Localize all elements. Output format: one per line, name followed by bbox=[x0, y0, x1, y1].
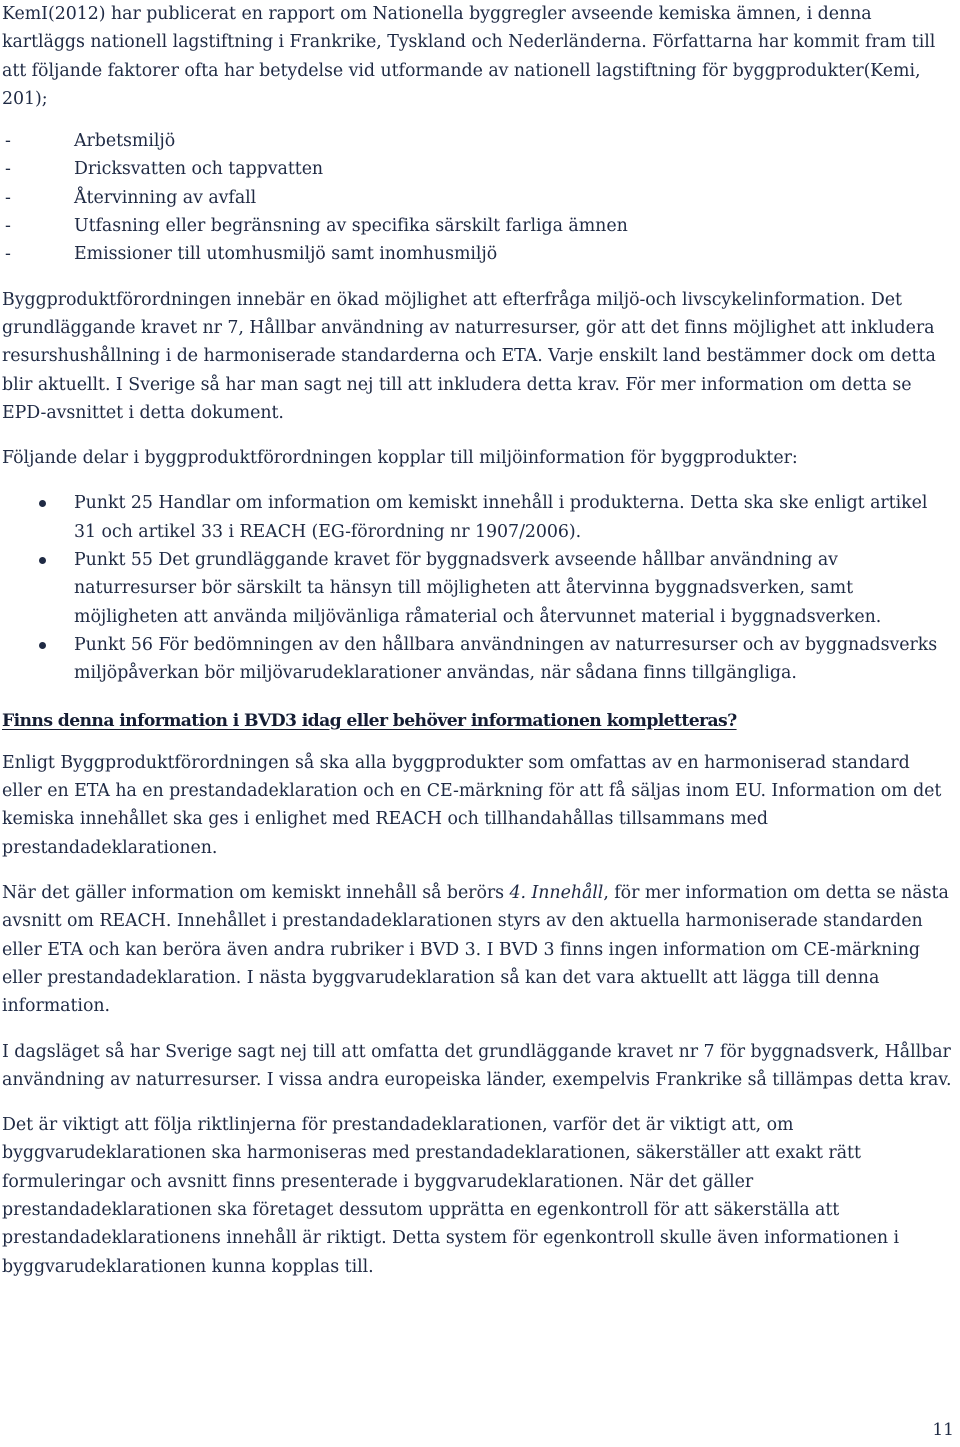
dash-marker: - bbox=[5, 131, 11, 152]
factor-list bbox=[2, 127, 954, 268]
bullet-dot-icon bbox=[39, 557, 46, 564]
cpr-point-text: Punkt 56 För bedömningen av den hållbara användningen av naturresurser och av byggnadsverks miljöpåverkan bör miljövarudeklarationer användas, när sådana finns tillgängliga. bbox=[74, 634, 938, 684]
cpr-points-list bbox=[2, 489, 954, 687]
cpr-point-item bbox=[2, 489, 954, 546]
cpr-point-item bbox=[2, 546, 954, 631]
nar-paragraph bbox=[2, 879, 954, 1020]
factor-text: Utfasning eller begränsning av specifika särskilt farliga ämnen bbox=[74, 216, 628, 237]
factor-item bbox=[2, 127, 954, 155]
factor-text: Emissioner till utomhusmiljö samt inomhusmiljö bbox=[74, 244, 498, 265]
dash-marker: - bbox=[5, 159, 11, 180]
factor-item bbox=[2, 155, 954, 183]
dash-marker: - bbox=[5, 187, 11, 208]
factor-item bbox=[2, 184, 954, 212]
nar-text-after: , för mer information om detta se nästa avsnitt om REACH. Innehållet i prestandadeklarationen styrs av den aktuella harmoniserade standarden eller ETA och kan beröra även andra rubriker i BVD 3. I BVD 3 finns ingen information om CE-märkning eller prestandadeklaration. I nästa byggvarudeklaration så kan det vara aktuellt att lägga till denna information. bbox=[2, 883, 949, 1017]
cpr-point-text: Punkt 25 Handlar om information om kemiskt innehåll i produkterna. Detta ska ske enligt artikel 31 och artikel 33 i REACH (EG-förordning nr 1907/2006). bbox=[74, 493, 928, 542]
page-content bbox=[2, 0, 954, 1281]
factor-text: Arbetsmiljö bbox=[74, 131, 176, 152]
bullet-dot-icon bbox=[39, 500, 46, 507]
factor-text: Dricksvatten och tappvatten bbox=[74, 159, 324, 180]
section-heading: Finns denna information i BVD3 idag eller behöver informationen kompletteras? bbox=[2, 710, 737, 731]
cpr-paragraph: Byggproduktförordningen innebär en ökad möjlighet att efterfråga miljö-och livscykelinformation. Det grundläggande kravet nr 7, Hållbar användning av naturresurser, gör att det finns möjlighet att inkludera resurshushållning i de harmoniserade standarderna och ETA. Varje enskilt land bestämmer dock om detta blir aktuellt. I Sverige så har man sagt nej till att inkludera detta krav. För mer information om detta se EPD-avsnittet i detta dokument. bbox=[2, 289, 936, 423]
intro-paragraph: KemI(2012) har publicerat en rapport om Nationella byggregler avseende kemiska ämnen, i denna kartläggs nationell lagstiftning i Frankrike, Tyskland och Nederländerna. Författarna har kommit fram till att följande faktorer ofta har betydelse vid utformande av nationell lagstiftning för byggprodukter(Kemi, 201); bbox=[2, 4, 936, 109]
dash-marker: - bbox=[5, 244, 11, 265]
dagslaget-paragraph: I dagsläget så har Sverige sagt nej till att omfatta det grundläggande kravet nr 7 för byggnadsverk, Hållbar användning av naturresurser. I vissa andra europeiska länder, exempelvis Frankrike så tillämpas detta krav. bbox=[2, 1041, 952, 1090]
page-number: 11 bbox=[932, 1420, 954, 1440]
cpr-point-item bbox=[2, 631, 954, 688]
factor-item bbox=[2, 240, 954, 268]
dash-marker: - bbox=[5, 216, 11, 237]
following-paragraph: Följande delar i byggproduktförordningen kopplar till miljöinformation för byggprodukter: bbox=[2, 448, 798, 469]
enligt-paragraph: Enligt Byggproduktförordningen så ska alla byggprodukter som omfattas av en harmoniserad standard eller en ETA ha en prestandadeklaration och en CE-märkning för att få säljas inom EU. Information om det kemiska innehållet ska ges i enlighet med REACH och tillhandahållas tillsammans med prestandadeklarationen. bbox=[2, 752, 942, 858]
viktigt-paragraph: Det är viktigt att följa riktlinjerna för prestandadeklarationen, varför det är viktigt att, om byggvarudeklarationen ska harmoniseras med prestandadeklarationen, säkerställer att exakt rätt formuleringar och avsnitt finns presenterade i byggvarudeklarationen. När det gäller prestandadeklarationen ska företaget dessutom upprätta en egenkontroll för att säkerställa att prestandadeklarationens innehåll är riktigt. Detta system för egenkontroll skulle även informationen i byggvarudeklarationen kunna kopplas till. bbox=[2, 1115, 900, 1277]
bullet-dot-icon bbox=[39, 642, 46, 649]
cpr-point-text: Punkt 55 Det grundläggande kravet för byggnadsverk avseende hållbar användning av naturresurser bör särskilt ta hänsyn till möjligheten att återvinna byggnadsverken, samt möjligheten att använda miljövänliga råmaterial och återvunnet material i byggnadsverken. bbox=[74, 550, 882, 627]
factor-item bbox=[2, 212, 954, 240]
section-reference: 4. Innehåll bbox=[509, 883, 604, 904]
nar-text-before: När det gäller information om kemiskt innehåll så berörs bbox=[2, 883, 510, 904]
factor-text: Återvinning av avfall bbox=[74, 187, 257, 208]
